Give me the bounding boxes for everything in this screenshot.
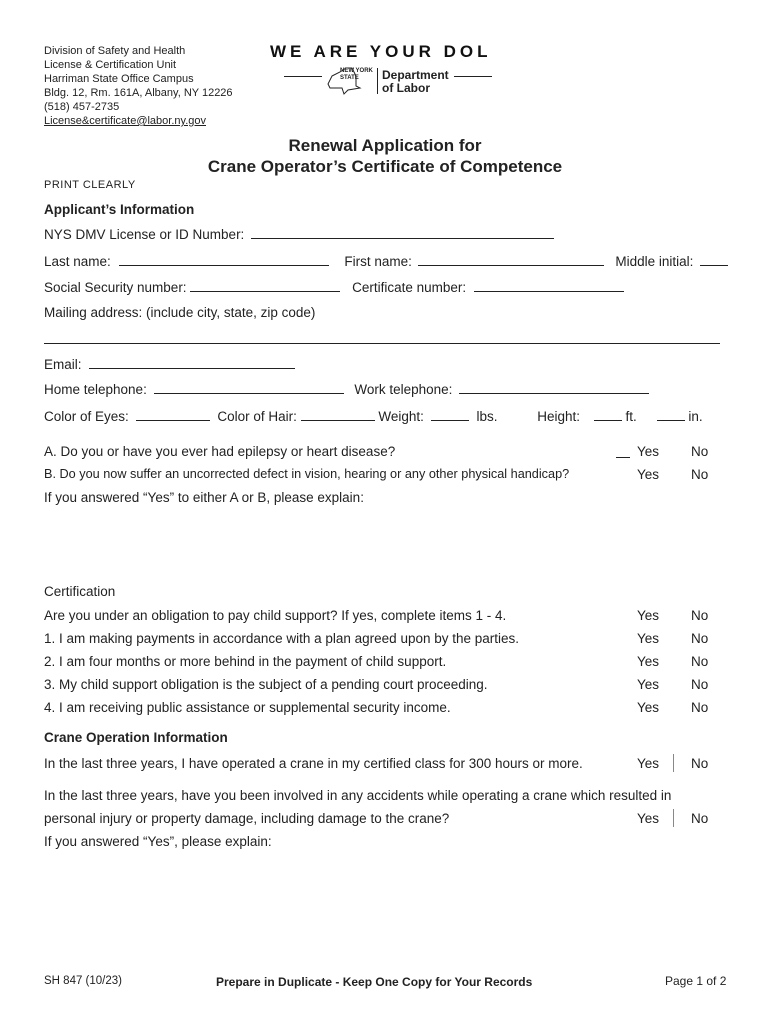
middle-initial-label: Middle initial: bbox=[615, 254, 694, 269]
name-row bbox=[44, 254, 728, 269]
crane-hours-divider bbox=[673, 754, 674, 772]
logo-rule-right bbox=[454, 76, 492, 77]
last-name-field[interactable] bbox=[119, 264, 329, 266]
logo-divider bbox=[377, 68, 378, 94]
item-3-no[interactable]: No bbox=[691, 677, 709, 692]
form-id: SH 847 (10/23) bbox=[44, 975, 122, 987]
item-2-no[interactable]: No bbox=[691, 654, 709, 669]
child-support-yes[interactable]: Yes bbox=[637, 608, 660, 623]
crane-info-heading: Crane Operation Information bbox=[44, 730, 228, 745]
height-ft-field[interactable] bbox=[594, 419, 622, 421]
ssn-field[interactable] bbox=[190, 290, 340, 292]
physical-row bbox=[44, 409, 703, 424]
logo-dept-line1: Department bbox=[382, 68, 449, 82]
accident-explain-area[interactable] bbox=[44, 856, 720, 956]
dol-slogan: WE ARE YOUR DOL bbox=[270, 42, 492, 61]
email-row bbox=[44, 357, 295, 372]
agency-line: Bldg. 12, Rm. 161A, Albany, NY 12226 bbox=[44, 87, 233, 99]
child-support-item-4: 4. I am receiving public assistance or supplemental security income. bbox=[44, 700, 451, 715]
form-title-line2: Crane Operator’s Certificate of Competence bbox=[207, 157, 563, 176]
print-clearly-note: PRINT CLEARLY bbox=[44, 179, 136, 191]
first-name-field[interactable] bbox=[418, 264, 604, 266]
dol-logo bbox=[284, 66, 494, 98]
item-3-yes[interactable]: Yes bbox=[637, 677, 660, 692]
agency-line: Division of Safety and Health bbox=[44, 45, 186, 57]
accident-question-line1: In the last three years, have you been involved in any accidents while operating a crane which resulted in bbox=[44, 788, 672, 803]
weight-label: Weight: bbox=[378, 409, 424, 424]
first-name-label: First name: bbox=[344, 254, 412, 269]
middle-initial-field[interactable] bbox=[700, 264, 728, 266]
agency-email-link[interactable]: License&certificate@labor.ny.gov bbox=[44, 115, 206, 127]
crane-hours-no[interactable]: No bbox=[691, 756, 709, 771]
height-label: Height: bbox=[537, 409, 581, 424]
cert-number-field[interactable] bbox=[474, 290, 624, 292]
in-unit: in. bbox=[688, 409, 703, 424]
agency-line: License & Certification Unit bbox=[44, 59, 177, 71]
hair-color-field[interactable] bbox=[301, 419, 375, 421]
item-1-no[interactable]: No bbox=[691, 631, 709, 646]
question-a: A. Do you or have you ever had epilepsy or heart disease? bbox=[44, 444, 396, 459]
child-support-item-3: 3. My child support obligation is the subject of a pending court proceeding. bbox=[44, 677, 488, 692]
applicant-info-heading: Applicant’s Information bbox=[44, 202, 195, 217]
agency-address-block bbox=[44, 44, 233, 128]
home-phone-field[interactable] bbox=[154, 392, 344, 394]
page-number: Page 1 of 2 bbox=[665, 974, 727, 988]
health-explain-area[interactable] bbox=[44, 510, 720, 578]
item-1-yes[interactable]: Yes bbox=[637, 631, 660, 646]
accident-question-line2: personal injury or property damage, including damage to the crane? bbox=[44, 811, 450, 826]
cert-number-label: Certificate number: bbox=[352, 280, 467, 295]
health-explain-label: If you answered “Yes” to either A or B, please explain: bbox=[44, 490, 364, 505]
footer-instruction: Prepare in Duplicate - Keep One Copy for Your Records bbox=[216, 975, 533, 989]
logo-rule-left bbox=[284, 76, 322, 77]
dmv-id-label: NYS DMV License or ID Number: bbox=[44, 227, 245, 242]
height-in-field[interactable] bbox=[657, 419, 685, 421]
child-support-question: Are you under an obligation to pay child support? If yes, complete items 1 - 4. bbox=[44, 608, 507, 623]
crane-hours-yes[interactable]: Yes bbox=[637, 756, 660, 771]
question-b-no[interactable]: No bbox=[691, 467, 709, 482]
eye-color-label: Color of Eyes: bbox=[44, 409, 129, 424]
ssn-row bbox=[44, 280, 624, 295]
crane-hours-question: In the last three years, I have operated a crane in my certified class for 300 hours or more. bbox=[44, 756, 583, 771]
certification-heading: Certification bbox=[44, 584, 116, 599]
logo-dept-line2: of Labor bbox=[382, 81, 430, 95]
form-title-line1: Renewal Application for bbox=[288, 136, 482, 155]
accident-yes[interactable]: Yes bbox=[637, 811, 660, 826]
email-label: Email: bbox=[44, 357, 82, 372]
logo-state-text: NEW YORK STATE bbox=[340, 68, 373, 81]
question-a-blank[interactable] bbox=[616, 457, 630, 458]
ssn-label: Social Security number: bbox=[44, 280, 187, 295]
question-b: B. Do you now suffer an uncorrected defect in vision, hearing or any other physical handicap? bbox=[44, 467, 570, 481]
eye-color-field[interactable] bbox=[136, 419, 210, 421]
weight-field[interactable] bbox=[431, 419, 469, 421]
agency-line: (518) 457-2735 bbox=[44, 101, 120, 113]
email-field[interactable] bbox=[89, 367, 295, 369]
lbs-unit: lbs. bbox=[476, 409, 498, 424]
item-4-yes[interactable]: Yes bbox=[637, 700, 660, 715]
dmv-id-row bbox=[44, 227, 554, 242]
mailing-address-label: Mailing address: (include city, state, zip code) bbox=[44, 305, 316, 320]
hair-color-label: Color of Hair: bbox=[217, 409, 297, 424]
mailing-address-field[interactable] bbox=[44, 343, 720, 344]
child-support-no[interactable]: No bbox=[691, 608, 709, 623]
accident-divider bbox=[673, 809, 674, 827]
dmv-id-field[interactable] bbox=[251, 237, 554, 239]
accident-no[interactable]: No bbox=[691, 811, 709, 826]
question-a-yes[interactable]: Yes bbox=[637, 444, 660, 459]
item-2-yes[interactable]: Yes bbox=[637, 654, 660, 669]
question-b-yes[interactable]: Yes bbox=[637, 467, 660, 482]
child-support-item-1: 1. I am making payments in accordance with a plan agreed upon by the parties. bbox=[44, 631, 520, 646]
agency-line: Harriman State Office Campus bbox=[44, 73, 194, 85]
home-phone-label: Home telephone: bbox=[44, 382, 147, 397]
work-phone-label: Work telephone: bbox=[354, 382, 453, 397]
accident-explain-label: If you answered “Yes”, please explain: bbox=[44, 834, 272, 849]
ft-unit: ft. bbox=[625, 409, 637, 424]
phone-row bbox=[44, 382, 649, 397]
work-phone-field[interactable] bbox=[459, 392, 649, 394]
child-support-item-2: 2. I am four months or more behind in the payment of child support. bbox=[44, 654, 447, 669]
item-4-no[interactable]: No bbox=[691, 700, 709, 715]
last-name-label: Last name: bbox=[44, 254, 111, 269]
question-a-no[interactable]: No bbox=[691, 444, 709, 459]
